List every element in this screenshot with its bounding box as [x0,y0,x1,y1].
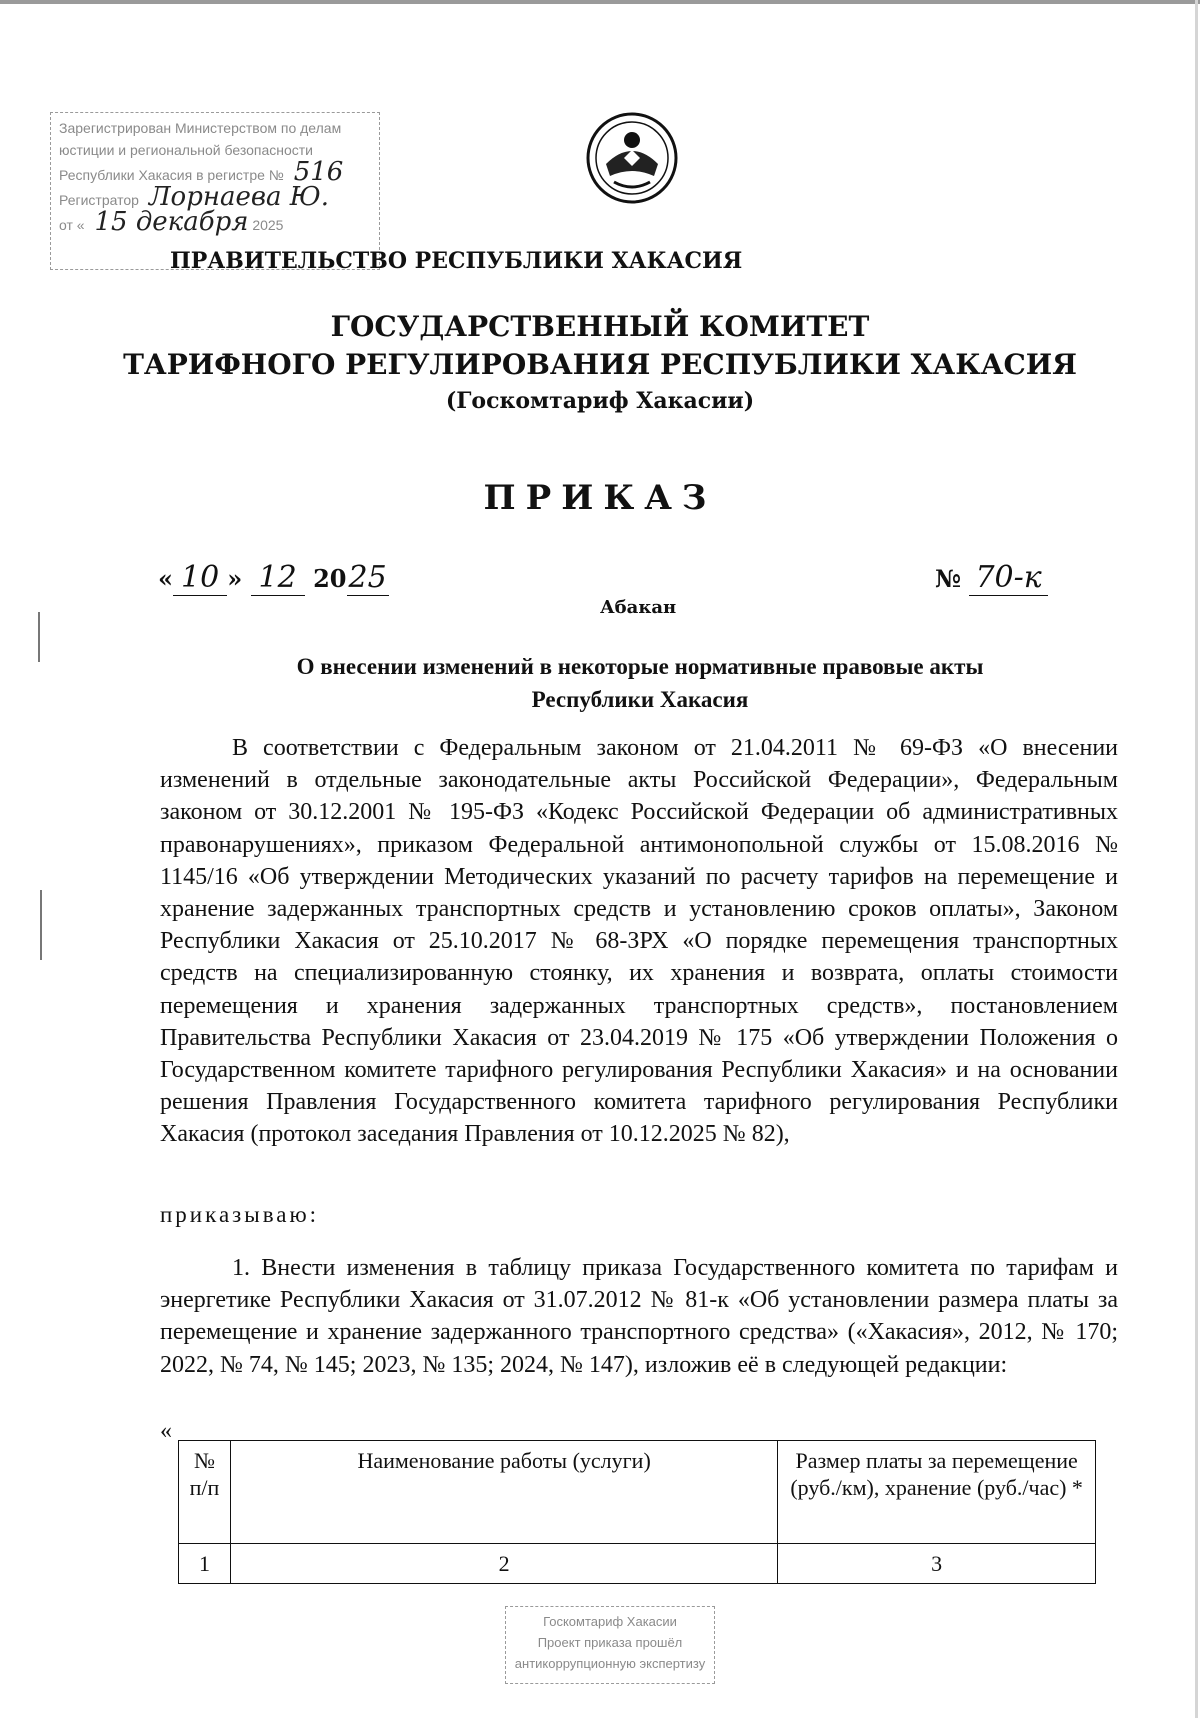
header-service-name: Наименование работы (услуги) [230,1441,777,1544]
date-close-quote: » [227,564,243,593]
reg-line-3-label: Республики Хакасия в регистре № [59,167,284,183]
date-year-prefix: 20 [313,564,347,593]
order-number [935,560,1048,595]
reg-line-1: Зарегистрирован Министерством по делам [59,120,342,136]
scan-right-edge [1195,0,1198,1718]
committee-short-name: (Госкомтариф Хакасии) [445,388,755,414]
reg-line-4-label: Регистратор [59,192,139,208]
city-name: Абакан [600,597,677,618]
registrar-signature: Лорнаева Ю. [148,182,330,212]
stamp-line-1: Госкомтариф Хакасии [543,1614,677,1629]
header-number: № п/п [179,1441,231,1544]
reg-date: 15 декабря [94,207,249,237]
table-cell: 1 [179,1544,231,1584]
committee-title-line1: ГОСУДАРСТВЕННЫЙ КОМИТЕТ [330,310,870,343]
table-cell: 3 [778,1544,1096,1584]
margin-pen-mark [40,890,42,960]
reg-line-2: юстиции и региональной безопасности [59,142,313,158]
preamble-paragraph: В соответствии с Федеральным законом от 21.04.2011 № 69-ФЗ «О внесении изменений в отдельные законодательные акты Российской Федерации», Федеральным законом от 30.12.2001 № 195-ФЗ «Кодекс Российской Федерации об административных правонарушениях», приказом Федеральной антимонопольной службы от 15.08.2016 № 1145/16 «Об утверждении Методических указаний по расчету тарифов на перемещение и хранение задержанных транспортных средств и установлению сроков оплаты», Законом Республики Хакасия от 25.10.2017 № 68-ЗРХ «О порядке перемещения транспортных средств на специализированную стоянку, их хранения и возврата, оплаты стоимости перемещения и хранения задержанных транспортных средств», постановлением Правительства Республики Хакасия от 23.04.2019 № 175 «Об утверждении Положения о Государственном комитете тарифного регулирования Республики Хакасия» и на основании решения Правления Государственного комитета тарифного регулирования Республики Хакасия (протокол заседания Правления от 10.12.2025 № 82), [160,735,1118,1148]
document-type-title: ПРИКАЗ [483,478,717,518]
order-date [158,560,389,595]
reg-year: 2025 [252,217,284,233]
orders-word: приказываю: [160,1202,320,1227]
scan-top-edge [0,0,1200,4]
table-header-row [179,1441,1096,1544]
order-subject [160,650,1120,716]
stamp-line-2: Проект приказа прошёл [537,1635,683,1650]
date-year-suffix: 25 [348,560,387,595]
reg-number: 516 [293,157,344,187]
margin-pen-mark [38,612,40,662]
registration-stamp [50,112,380,270]
number-label: № [935,564,962,593]
government-name: ПРАВИТЕЛЬСТВО РЕСПУБЛИКИ ХАКАСИЯ [170,248,743,274]
date-month: 12 [251,560,305,596]
subject-line2: Республики Хакасия [531,687,749,712]
table-cell: 2 [230,1544,777,1584]
committee-title-line2: ТАРИФНОГО РЕГУЛИРОВАНИЯ РЕСПУБЛИКИ ХАКАСИЯ [123,348,1077,381]
stamp-line-3: антикоррупционную экспертизу [514,1656,706,1671]
table-row [179,1544,1096,1584]
number-value: 70-к [969,560,1047,596]
reg-line-5 [59,207,371,237]
reg-line-5-prefix: от « [59,217,85,233]
anticorruption-stamp [505,1606,715,1684]
tariff-table [178,1440,1096,1584]
table-open-quote: « [160,1418,172,1444]
date-open-quote: « [158,564,173,593]
subject-line1: О внесении изменений в некоторые нормативные правовые акты [296,654,984,679]
header-fee-size: Размер платы за перемещение (руб./км), хранение (руб./час) * [778,1441,1096,1544]
item-1-paragraph: 1. Внести изменения в таблицу приказа Государственного комитета по тарифам и энергетике Республики Хакасия от 31.07.2012 № 81-к «Об установлении размера платы за перемещение и хранение задержанного транспортного средства» («Хакасия», 2012, № 170; 2022, № 74, № 145; 2023, № 135; 2024, № 147), изложив её в следующей редакции: [160,1255,1118,1378]
coat-of-arms-emblem [584,110,680,206]
date-day: 10 [173,560,227,596]
